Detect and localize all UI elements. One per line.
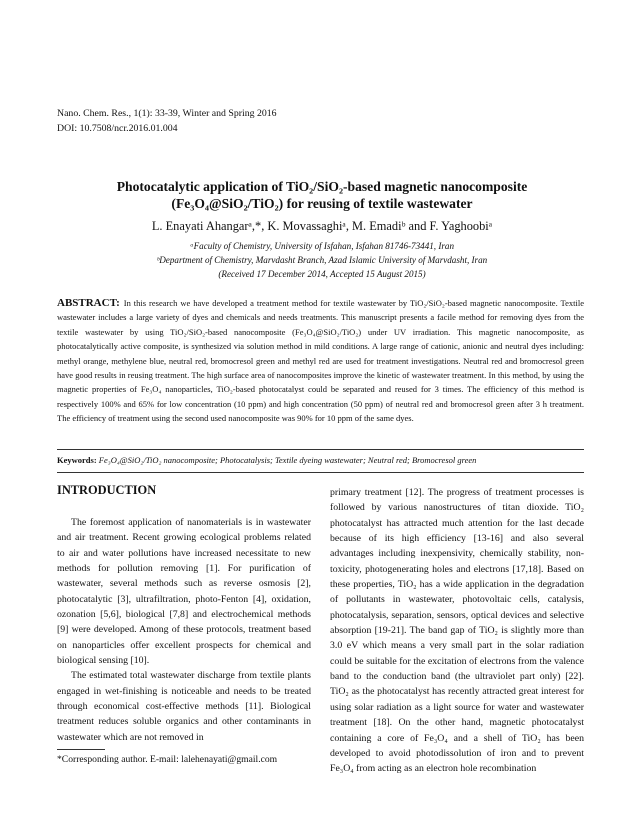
title-line-1: Photocatalytic application of TiO₂/SiO₂-based magnetic nanocomposite [116, 179, 528, 194]
doi: DOI: 10.7508/ncr.2016.01.004 [57, 123, 178, 134]
intro-paragraph-1: The foremost application of nanomaterials is in wastewater and air treatment. Recent growing ecological problems related to air and water pollutions have increased necessitate to new methods for pollution removing [1]. For purification of wastewater, several methods such as reverse osmosis [2], photocatalytic [3], ultrafiltration, photo-Fenton [4], oxidation, ozonation [5,6], biological [7,8] and electrochemical methods [9] were developed. Among of these protocols, treatment based on nanoparticles offer excellent prospects for chemical and biological sensing [10]. [57, 517, 311, 667]
journal-citation: Nano. Chem. Res., 1(1): 33-39, Winter and Spring 2016 [57, 108, 277, 119]
title-line-2: (Fe₃O₄@SiO₂/TiO₂) for reusing of textile wastewater [171, 196, 473, 211]
right-column [330, 485, 584, 777]
affiliation-a: ᵃFaculty of Chemistry, University of Isfahan, Isfahan 81746-73441, Iran [189, 241, 455, 251]
abstract-text: In this research we have developed a treatment method for textile wastewater by TiO₂/SiO₂-based magnetic nanocomposite. Textile wastewater includes a large variety of dyes and chemicals and needs treatments. This manuscript presents a facile method for removing dyes from the textile wastewater by using TiO₂/SiO₂-based nanocomposite (Fe₃O₄@SiO₂/TiO₂) under UV irradiation. This magnetic nanocomposite, as photocatalytically active composite, is synthesized via solution method in mild conditions. A large range of cationic, anionic and neutral dyes including: methyl orange, methylene blue, neutral red, bromocresol green and methyl red are used for treatment investigations. Neutral red and bromocresol green have good results in reusing treatment. The high surface area of nanocomposites improve the kinetic of wastewater treatment. In this method, by using the magnetic properties of Fe₃O₄ nanoparticles, TiO₂-based photocatalyst could be separated and reused for 3 times. The efficiency of this method is respectively 100% and 65% for low concentration (10 ppm) and high concentration (50 ppm) of neutral red and bromocresol green after 3 h treatment. The efficiency of treatment using the second used nanocomposite was 90% for 10 ppm of the same dyes. [57, 298, 584, 424]
keywords-label: Keywords: [57, 455, 97, 465]
footnote-divider [57, 749, 105, 750]
author-list: L. Enayati Ahangarᵃ,*, K. Movassaghiᵃ, M. Emadiᵇ and F. Yaghoobiᵃ [151, 219, 493, 233]
left-column [57, 482, 311, 745]
intro-paragraph-continued: primary treatment [12]. The progress of treatment processes is followed by various nanostructures of titan dioxide. TiO₂ photocatalyst has attracted much attention for the last decade because of its high efficiency [13-16] and also several advantages including inexpensivity, chemically stability, non-toxicity, photogenerating holes and electrons [17,18]. Based on these properties, TiO₂ has a wide application in the degradation of pollutants in wastewater, photovoltaic cells, catalysis, photocatalysis, separation, sensors, optical devices and selective absorption [19-21]. The band gap of TiO₂ is slightly more than 3.0 eV which means a very small part in the solar radiation could be suitable for the excitation of electrons from the valence band to the conduction band (the ultraviolet part only) [22]. TiO₂ as the photocatalyst has recently attracted great interest for using solar radiation as a light source for water and wastewater treatment [18]. On the other hand, magnetic photocatalyst containing a core of Fe₃O₄ and a shell of TiO₂ has been developed to avoid photodissolution of iron and to prevent Fe₃O₄ from acting as an electron hole recombination [330, 487, 584, 775]
intro-paragraph-2: The estimated total wastewater discharge from textile plants engaged in wet-finishing is noticeable and needs to be treated through economical cost-effective methods [11]. Biological treatment reduces soluble organics and other contaminants in wastewater which are not removed in [57, 670, 311, 743]
keywords [57, 453, 584, 467]
corresponding-author-footnote: *Corresponding author. E-mail: lalehenayati@gmail.com [57, 754, 278, 765]
affiliation-b: ᵇDepartment of Chemistry, Marvdasht Branch, Azad Islamic University of Marvdasht, Iran [156, 255, 488, 265]
abstract-heading: ABSTRACT: [57, 297, 120, 309]
divider-bottom [57, 472, 584, 473]
keywords-text: Fe₃O₄@SiO₂/TiO₂ nanocomposite; Photocatalysis; Textile dyeing wastewater; Neutral red; Bromocresol green [98, 455, 477, 465]
divider-top [57, 449, 584, 450]
paper-title [60, 178, 584, 212]
affiliations [60, 239, 584, 281]
journal-header [57, 106, 277, 136]
received-dates: (Received 17 December 2014, Accepted 15 August 2015) [218, 269, 426, 279]
section-heading-introduction: INTRODUCTION [57, 483, 157, 497]
abstract [57, 296, 584, 426]
